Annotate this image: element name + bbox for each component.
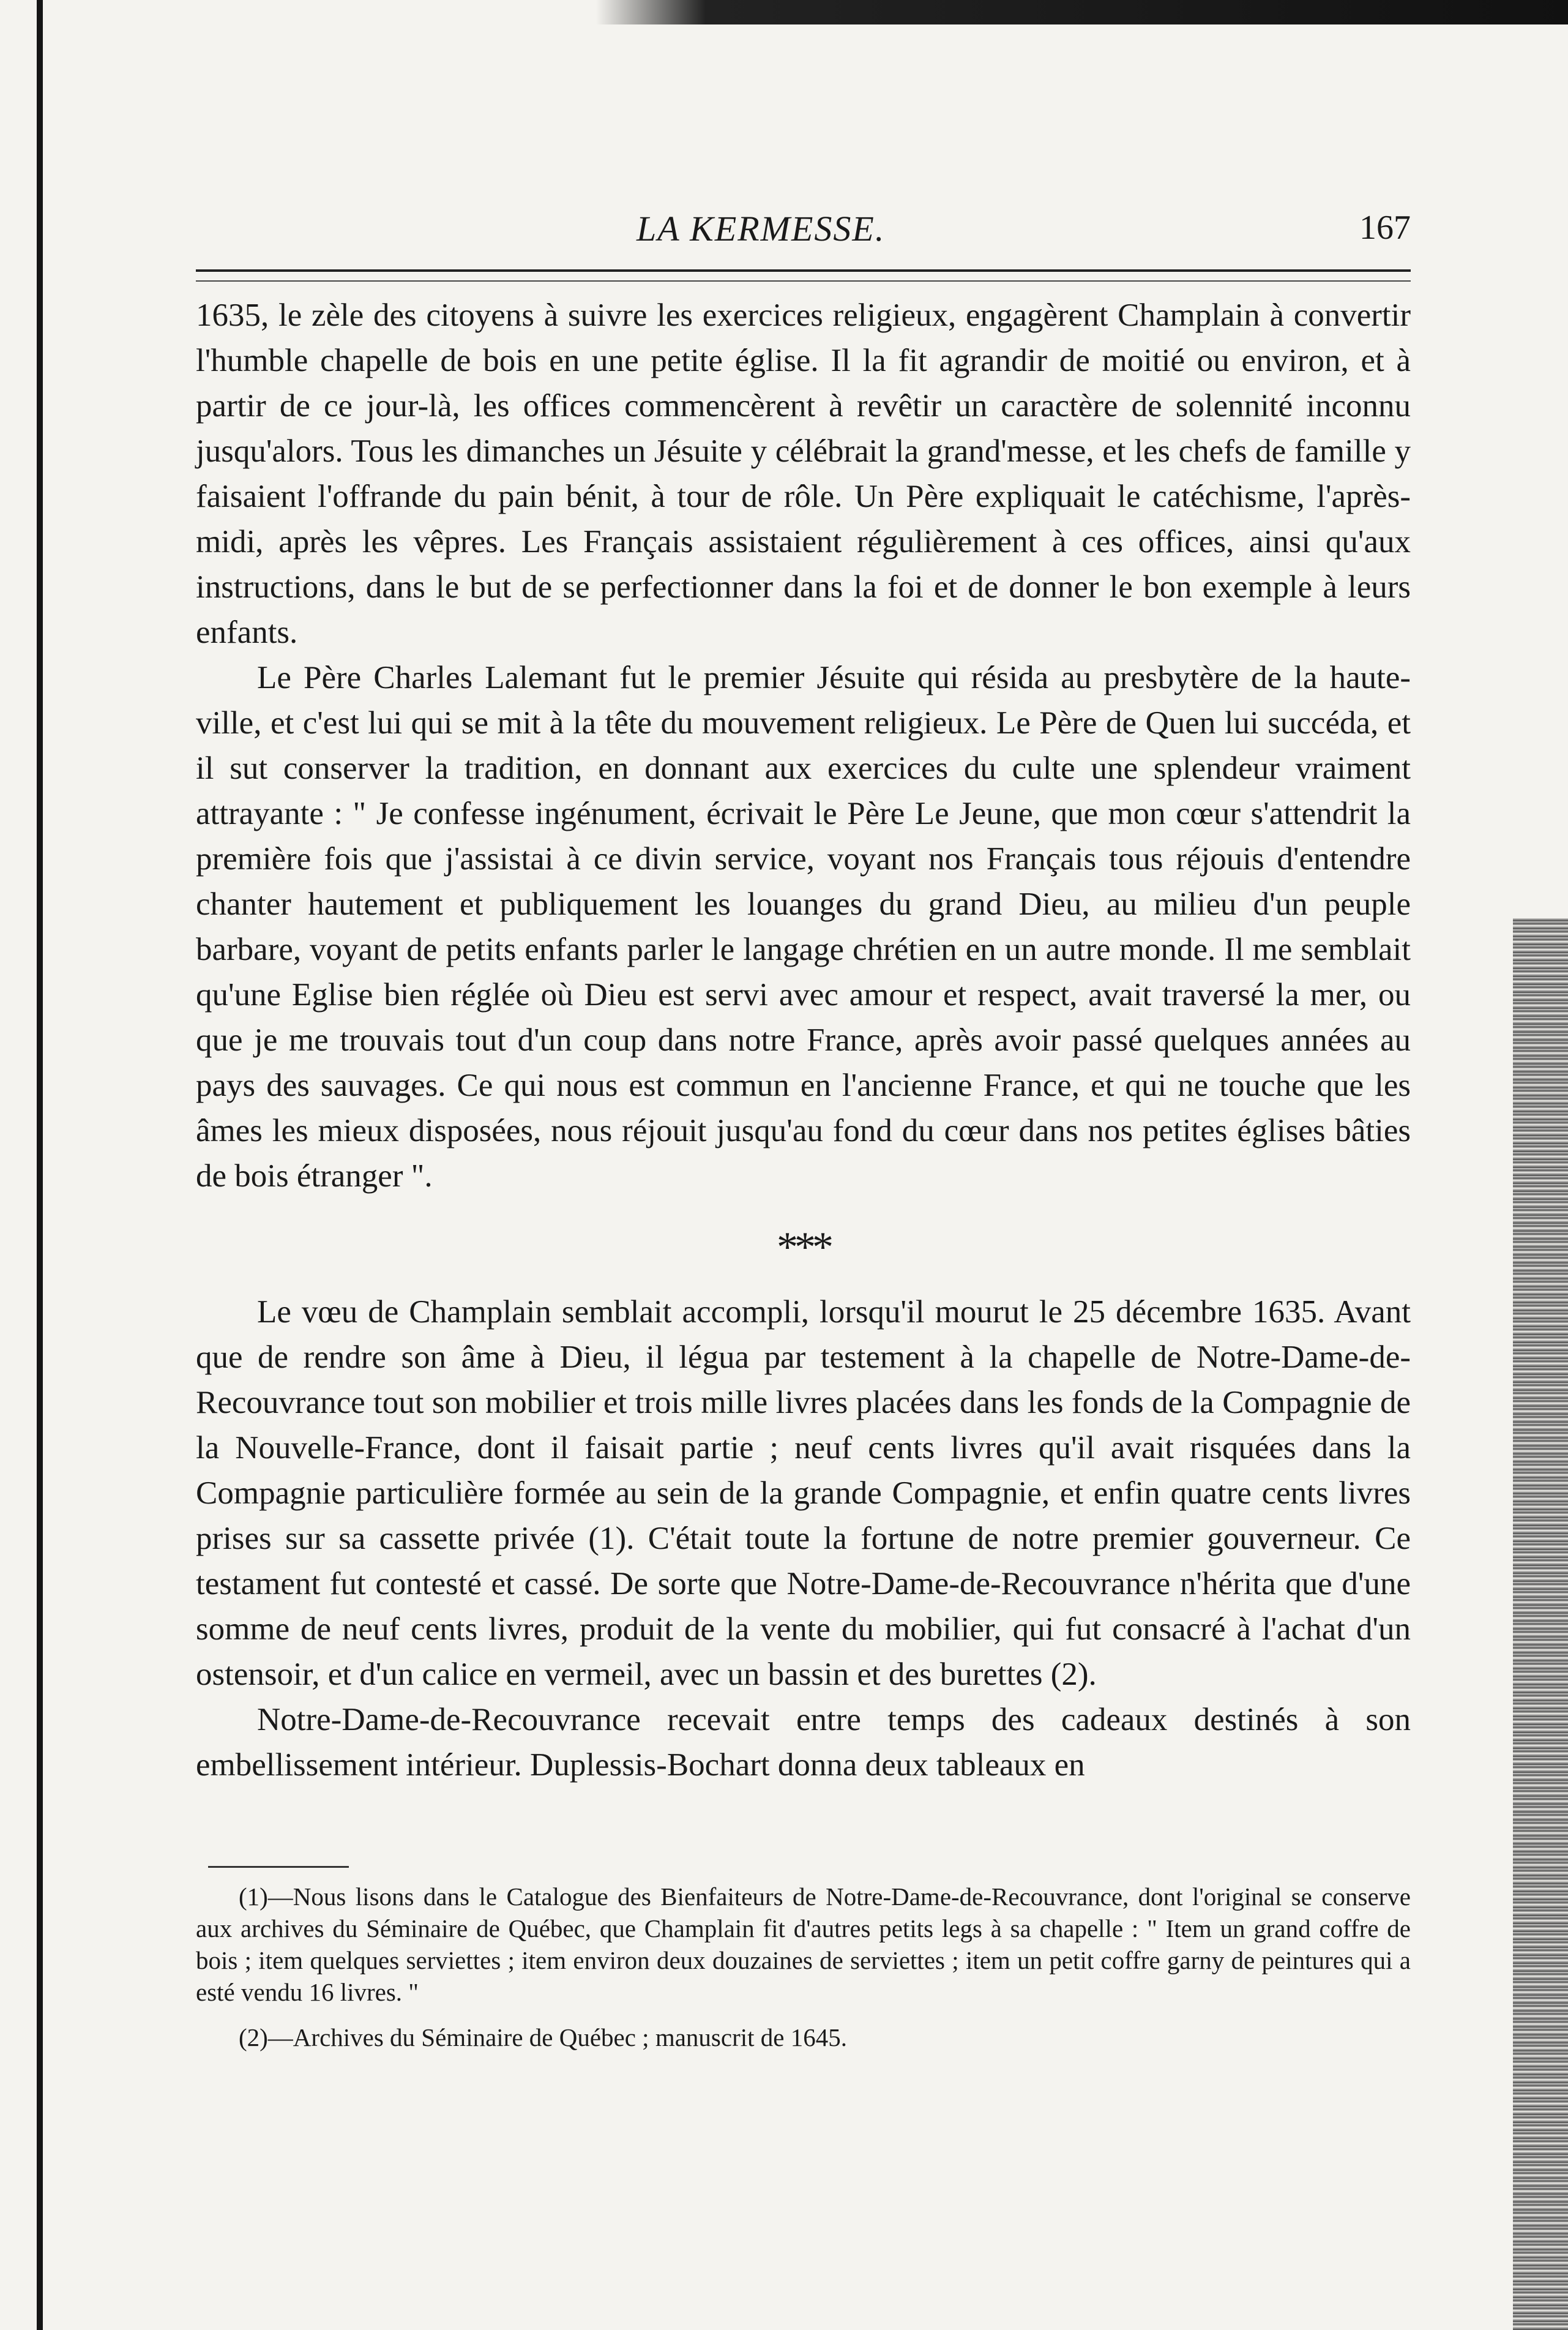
scan-right-edge-noise [1513, 918, 1568, 2330]
section-separator: *** [777, 1224, 830, 1271]
scan-binding-edge [37, 0, 43, 2330]
body-text [196, 293, 1411, 1788]
page-number: 167 [1359, 209, 1411, 247]
running-header [196, 208, 1411, 263]
paragraph-2: Le Père Charles Lalemant fut le premier Jésuite qui résida au presbytère de la haute-ville, et c'est lui qui se mit à la tête du mouvement religieux. Le Père de Quen lui succéda, et il sut conserver la tradition, en donnant aux exercices du culte une splendeur vraiment attrayante : " Je confesse ingénument, écrivait le Père Le Jeune, que mon cœur s'attendrit la première fois que j'assistai à ce divin service, voyant nos Français tous réjouis d'entendre chanter hautement et publiquement les louanges du grand Dieu, au milieu d'un peuple barbare, voyant de petits enfants parler le langage chrétien en un autre monde. Il me semblait qu'une Eglise bien réglée où Dieu est servi avec amour et respect, avait traversé la mer, ou que je me trouvais tout d'un coup dans notre France, après avoir passé quelques années au pays des sauvages. Ce qui nous est commun en l'ancienne France, et qui ne touche que les âmes les mieux disposées, nous réjouit jusqu'au fond du cœur dans nos petites églises bâties de bois étranger ". [196, 660, 1411, 1194]
header-rule [196, 269, 1411, 282]
footnotes [196, 1881, 1411, 2067]
footnote-1: (1)—Nous lisons dans le Catalogue des Bienfaiteurs de Notre-Dame-de-Recouvrance, dont l'original se conserve aux archives du Séminaire de Québec, que Champlain fit d'autres petits legs à sa chapelle : " Item un grand coffre de bois ; item quelques serviettes ; item environ deux douzaines de serviettes ; item un petit coffre garny de peintures qui a esté vendu 16 livres. " [196, 1882, 1411, 2006]
paragraph-3: Le vœu de Champlain semblait accompli, lorsqu'il mourut le 25 décembre 1635. Avant que de rendre son âme à Dieu, il légua par testement à la chapelle de Notre-Dame-de-Recouvrance tout son mobilier et trois mille livres placées dans les fonds de la Compagnie de la Nouvelle-France, dont il faisait partie ; neuf cents livres qu'il avait risquées dans la Compagnie particulière formée au sein de la grande Compagnie, et enfin quatre cents livres prises sur sa cassette privée (1). C'était toute la fortune de notre premier gouverneur. Ce testament fut contesté et cassé. De sorte que Notre-Dame-de-Recouvrance n'hérita que d'une somme de neuf cents livres, produit de la vente du mobilier, qui fut consacré à l'achat d'un ostensoir, et d'un calice en vermeil, avec un bassin et des burettes (2). [196, 1294, 1411, 1692]
footnote-2: (2)—Archives du Séminaire de Québec ; manuscrit de 1645. [239, 2023, 847, 2051]
paragraph-4: Notre-Dame-de-Recouvrance recevait entre temps des cadeaux destinés à son embellissement intérieur. Duplessis-Bochart donna deux tableaux en [196, 1702, 1411, 1783]
footnote-rule [208, 1866, 349, 1868]
scan-top-edge [0, 0, 1568, 24]
running-title: LA KERMESSE. [637, 209, 886, 249]
paragraph-1: 1635, le zèle des citoyens à suivre les exercices religieux, engagèrent Champlain à convertir l'humble chapelle de bois en une petite église. Il la fit agrandir de moitié ou environ, et à partir de ce jour-là, les offices commencèrent à revêtir un caractère de solennité inconnu jusqu'alors. Tous les dimanches un Jésuite y célébrait la grand'messe, et les chefs de famille y faisaient l'offrande du pain bénit, à tour de rôle. Un Père expliquait le catéchisme, l'après-midi, après les vêpres. Les Français assistaient régulièrement à ces offices, ainsi qu'aux instructions, dans le but de se perfectionner dans la foi et de donner le bon exemple à leurs enfants. [196, 298, 1411, 650]
